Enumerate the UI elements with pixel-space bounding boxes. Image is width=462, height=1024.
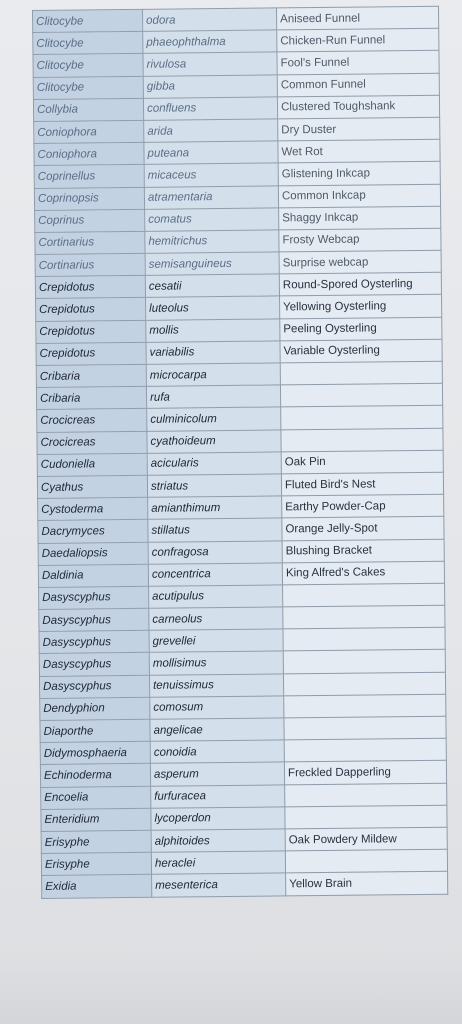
genus-cell[interactable]: Crepidotus [35,276,145,299]
genus-cell[interactable]: Dasyscyphus [39,653,149,676]
species-cell[interactable]: microcarpa [146,363,280,387]
genus-cell[interactable]: Clitocybe [33,76,143,99]
common-name-cell[interactable]: King Alfred's Cakes [282,561,444,585]
common-name-cell[interactable]: Surprise webcap [279,250,441,274]
genus-cell[interactable]: Dacrymyces [38,520,148,543]
species-cell[interactable]: alphitoides [151,829,285,853]
common-name-cell[interactable]: Fluted Bird's Nest [281,472,443,496]
common-name-cell[interactable] [280,383,442,407]
common-name-cell[interactable] [283,672,445,696]
genus-cell[interactable]: Coniophora [34,120,144,143]
genus-cell[interactable]: Erisyphe [41,852,151,875]
species-cell[interactable]: gibba [143,74,277,98]
common-name-cell[interactable]: Clustered Toughshank [277,95,439,119]
species-cell[interactable]: grevellei [149,629,283,653]
species-cell[interactable]: micaceus [144,163,278,187]
species-cell[interactable]: semisanguineus [145,252,279,276]
genus-cell[interactable]: Crepidotus [36,342,146,365]
genus-cell[interactable]: Diaporthe [40,719,150,742]
common-name-cell[interactable]: Frosty Webcap [279,228,441,252]
genus-cell[interactable]: Clitocybe [33,32,143,55]
genus-cell[interactable]: Cyathus [37,475,147,498]
common-name-cell[interactable] [283,650,445,674]
species-cell[interactable]: cyathoideum [147,429,281,453]
species-cell[interactable]: mesenterica [152,873,286,897]
species-cell[interactable]: striatus [147,474,281,498]
species-cell[interactable]: comosum [150,696,284,720]
common-name-cell[interactable]: Freckled Dapperling [284,761,446,785]
genus-cell[interactable]: Dasyscyphus [39,631,149,654]
genus-cell[interactable]: Cribaria [36,387,146,410]
common-name-cell[interactable] [280,361,442,385]
common-name-cell[interactable]: Blushing Bracket [282,539,444,563]
common-name-cell[interactable] [284,716,446,740]
genus-cell[interactable]: Cortinarius [35,253,145,276]
genus-cell[interactable]: Coniophora [34,142,144,165]
species-cell[interactable]: confluens [143,97,277,121]
species-cell[interactable]: concentrica [148,563,282,587]
genus-cell[interactable]: Crepidotus [36,320,146,343]
species-cell[interactable]: acicularis [147,452,281,476]
common-name-cell[interactable] [283,605,445,629]
genus-cell[interactable]: Echinoderma [40,764,150,787]
species-cell[interactable]: acutipulus [149,585,283,609]
genus-cell[interactable]: Crocicreas [37,409,147,432]
species-cell[interactable]: cesatii [145,274,279,298]
species-cell[interactable]: odora [142,8,276,32]
common-name-cell[interactable] [285,783,447,807]
table-row [42,872,448,898]
species-cell[interactable]: rufa [146,385,280,409]
genus-cell[interactable]: Clitocybe [33,9,143,32]
species-cell[interactable]: asperum [150,762,284,786]
genus-cell[interactable]: Coprinellus [34,165,144,188]
species-cell[interactable]: luteolus [146,296,280,320]
common-name-cell[interactable]: Common Inkcap [278,184,440,208]
genus-cell[interactable]: Crocicreas [37,431,147,454]
species-cell[interactable]: stillatus [148,518,282,542]
common-name-cell[interactable]: Earthy Powder-Cap [282,494,444,518]
species-cell[interactable]: puteana [144,141,278,165]
species-cell[interactable]: lycoperdon [151,807,285,831]
genus-cell[interactable]: Cortinarius [35,231,145,254]
common-name-cell[interactable] [281,428,443,452]
species-cell[interactable]: rivulosa [143,52,277,76]
genus-cell[interactable]: Daedaliopsis [38,542,148,565]
common-name-cell[interactable] [285,849,447,873]
species-cell[interactable]: comatus [145,208,279,232]
common-name-cell[interactable]: Round-Spored Oysterling [279,272,441,296]
species-cell[interactable]: variabilis [146,341,280,365]
species-cell[interactable]: phaeophthalma [143,30,277,54]
species-cell[interactable]: carneolus [149,607,283,631]
species-cell[interactable]: conoidia [150,740,284,764]
genus-cell[interactable]: Erisyphe [41,830,151,853]
common-name-cell[interactable]: Yellow Brain [286,872,448,896]
genus-cell[interactable]: Crepidotus [36,298,146,321]
common-name-cell[interactable]: Glistening Inkcap [278,162,440,186]
common-name-cell[interactable]: Orange Jelly-Spot [282,517,444,541]
genus-cell[interactable]: Encoelia [41,786,151,809]
fungi-table [32,6,448,899]
common-name-cell[interactable]: Yellowing Oysterling [280,295,442,319]
genus-cell[interactable]: Enteridium [41,808,151,831]
species-cell[interactable]: tenuissimus [149,674,283,698]
species-cell[interactable]: mollis [146,319,280,343]
page-shadow [0,954,462,1024]
species-cell[interactable]: culminicolum [147,407,281,431]
genus-cell[interactable]: Dasyscyphus [39,675,149,698]
common-name-cell[interactable]: Peeling Oysterling [280,317,442,341]
common-name-cell[interactable]: Oak Powdery Mildew [285,827,447,851]
common-name-cell[interactable]: Aniseed Funnel [276,6,438,30]
species-cell[interactable]: atramentaria [144,185,278,209]
common-name-cell[interactable]: Common Funnel [277,73,439,97]
species-cell[interactable]: heraclei [151,851,285,875]
genus-cell[interactable]: Didymosphaeria [40,741,150,764]
common-name-cell[interactable]: Chicken-Run Funnel [277,28,439,52]
genus-cell[interactable]: Cystoderma [38,497,148,520]
species-cell[interactable]: hemitrichus [145,230,279,254]
genus-cell[interactable]: Cudoniella [37,453,147,476]
common-name-cell[interactable] [281,406,443,430]
species-cell[interactable]: angelicae [150,718,284,742]
common-name-cell[interactable] [284,694,446,718]
genus-cell[interactable]: Dendyphion [40,697,150,720]
species-cell[interactable]: arida [144,119,278,143]
common-name-cell[interactable]: Variable Oysterling [280,339,442,363]
genus-cell[interactable]: Clitocybe [33,54,143,77]
common-name-cell[interactable]: Fool's Funnel [277,51,439,75]
common-name-cell[interactable]: Dry Duster [278,117,440,141]
common-name-cell[interactable] [283,583,445,607]
genus-cell[interactable]: Collybia [33,98,143,121]
species-cell[interactable]: mollisimus [149,651,283,675]
genus-cell[interactable]: Dasyscyphus [39,608,149,631]
common-name-cell[interactable] [284,738,446,762]
spreadsheet [32,6,441,899]
species-cell[interactable]: furfuracea [151,784,285,808]
genus-cell[interactable]: Cribaria [36,364,146,387]
common-name-cell[interactable]: Shaggy Inkcap [279,206,441,230]
common-name-cell[interactable]: Wet Rot [278,139,440,163]
genus-cell[interactable]: Exidia [42,875,152,898]
genus-cell[interactable]: Coprinopsis [34,187,144,210]
species-cell[interactable]: confragosa [148,540,282,564]
species-cell[interactable]: amianthimum [148,496,282,520]
common-name-cell[interactable]: Oak Pin [281,450,443,474]
common-name-cell[interactable] [285,805,447,829]
genus-cell[interactable]: Coprinus [35,209,145,232]
genus-cell[interactable]: Daldinia [38,564,148,587]
common-name-cell[interactable] [283,627,445,651]
genus-cell[interactable]: Dasyscyphus [39,586,149,609]
